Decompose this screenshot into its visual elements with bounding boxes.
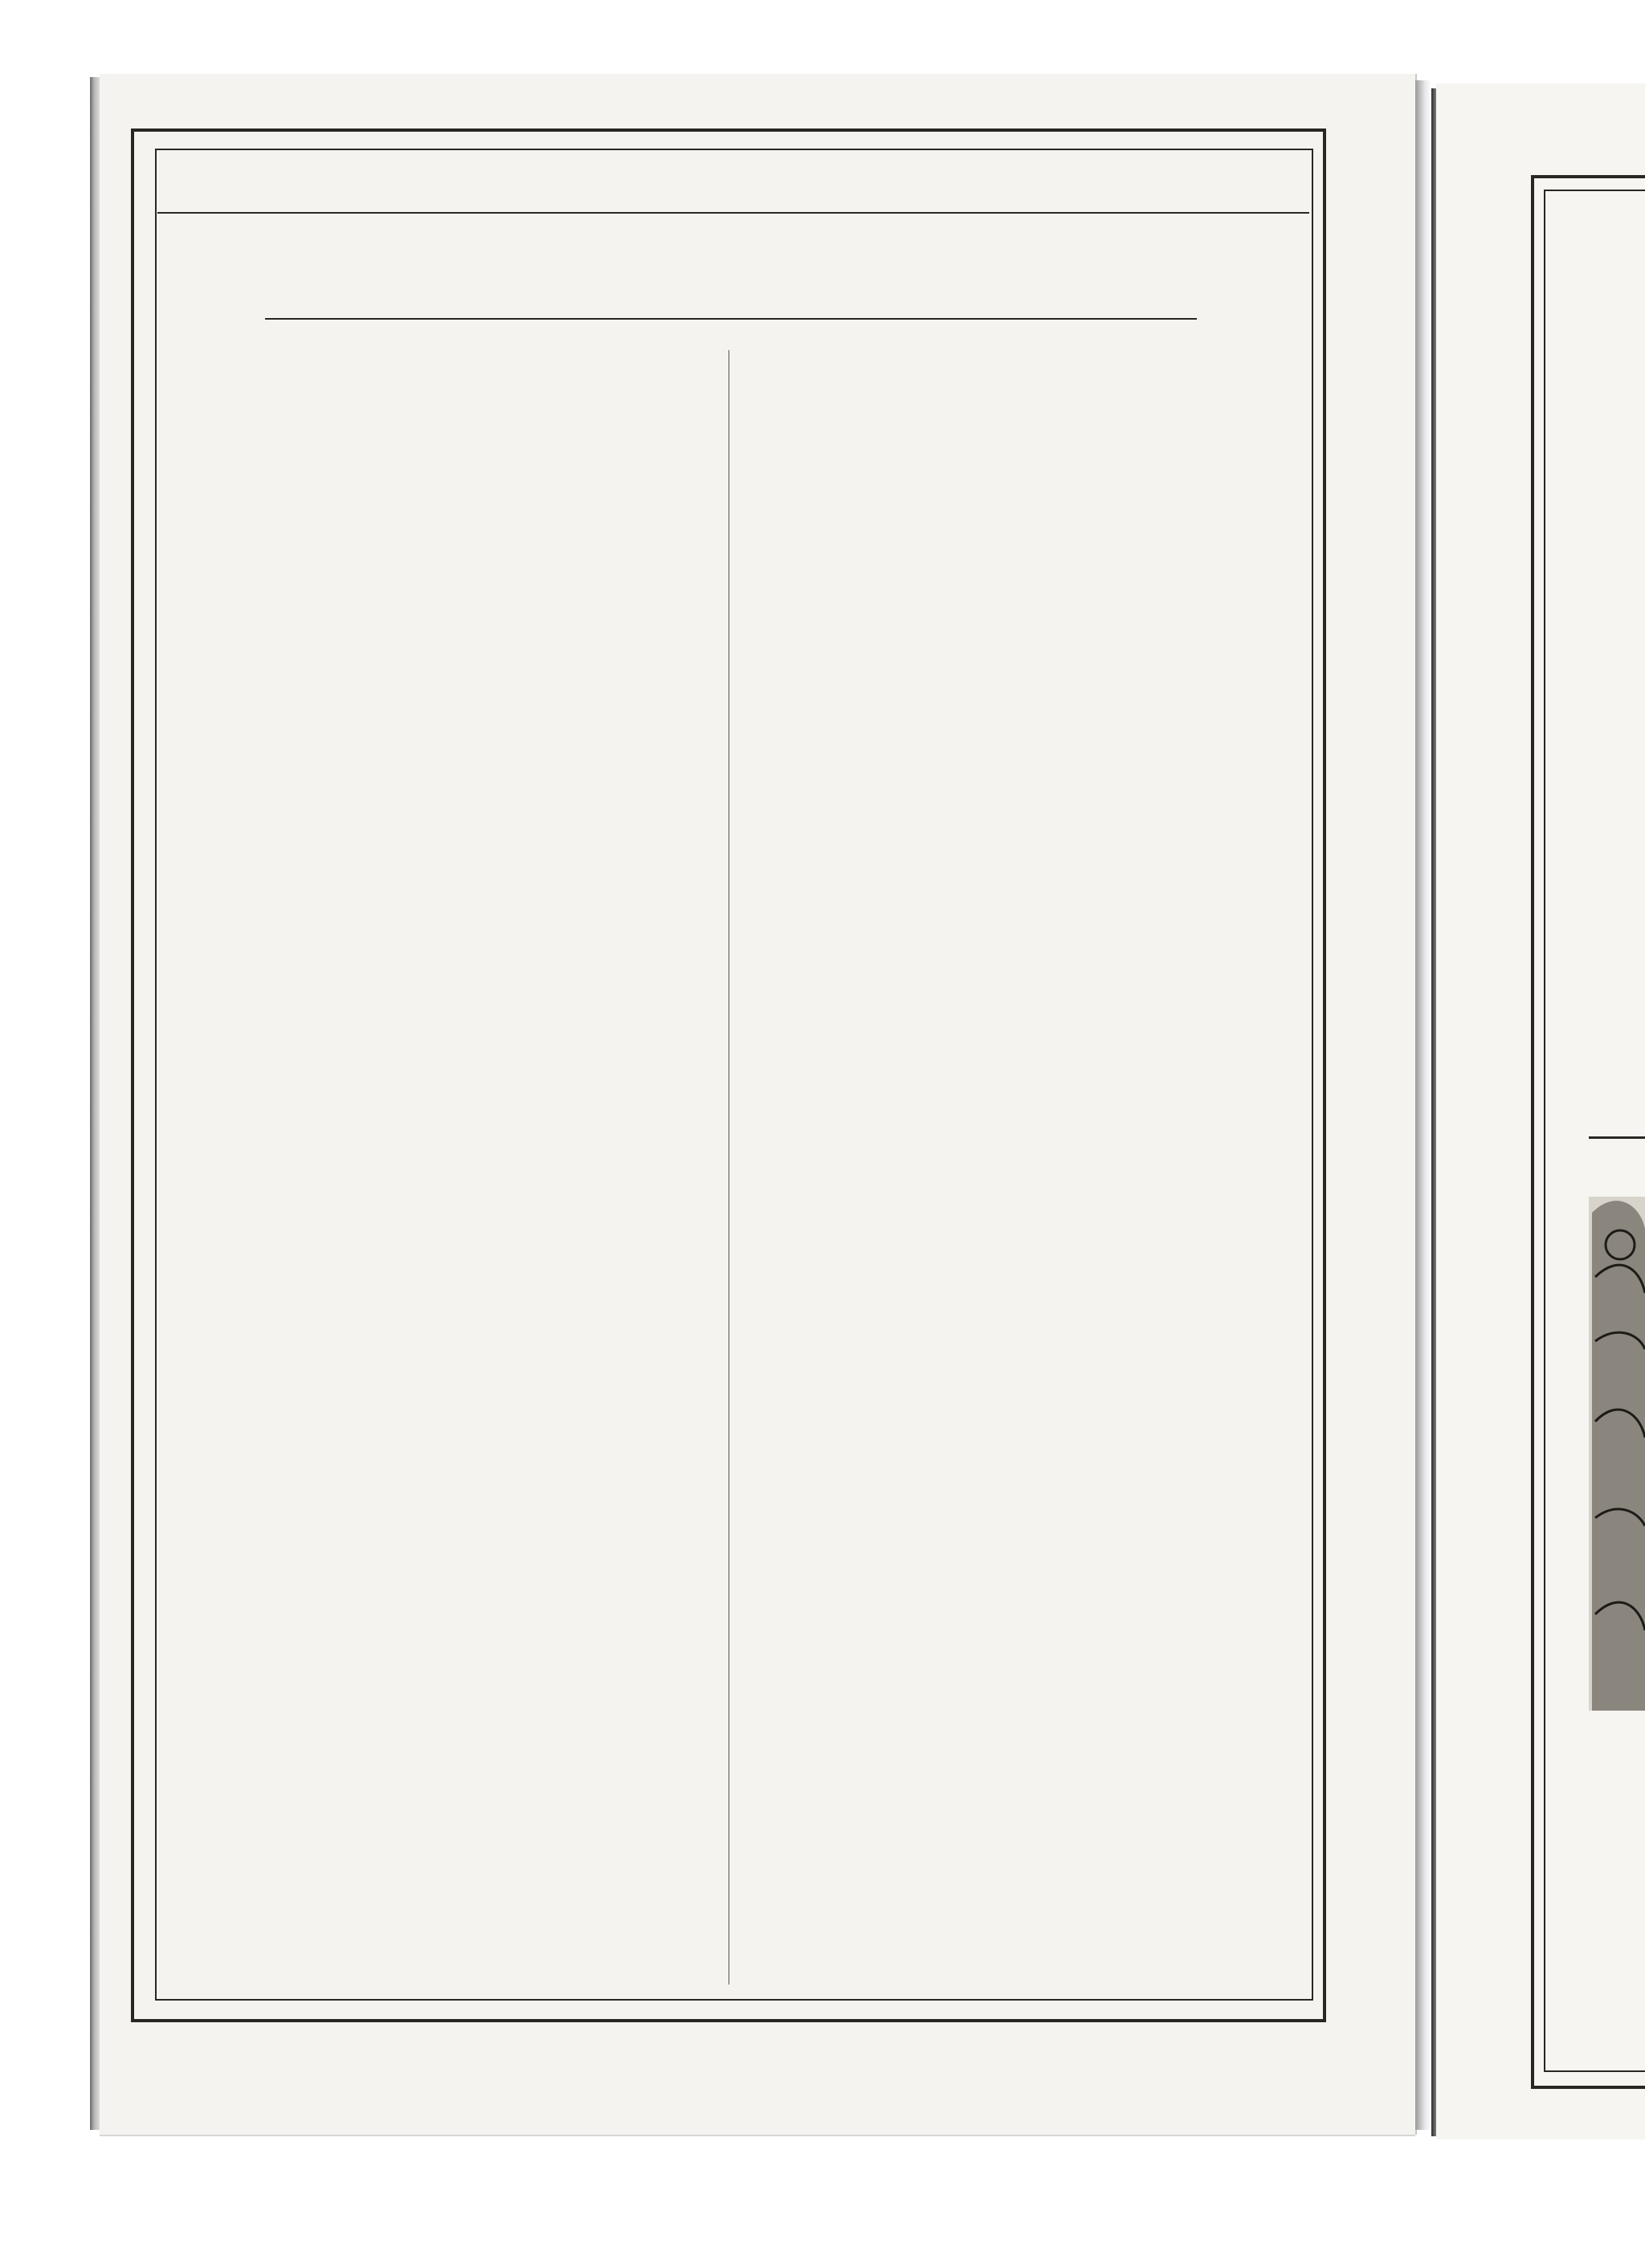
article-inner-frame [155, 149, 1313, 2001]
right-column [739, 349, 1293, 355]
engraving-illustration [1584, 1181, 1645, 1735]
right-page-rule [1589, 1136, 1645, 1139]
title-rule [265, 318, 1197, 320]
epigraph-rule [157, 212, 1309, 214]
page-fold [1415, 80, 1431, 2130]
right-page-inner-frame [1544, 190, 1645, 2072]
left-column [175, 349, 729, 355]
